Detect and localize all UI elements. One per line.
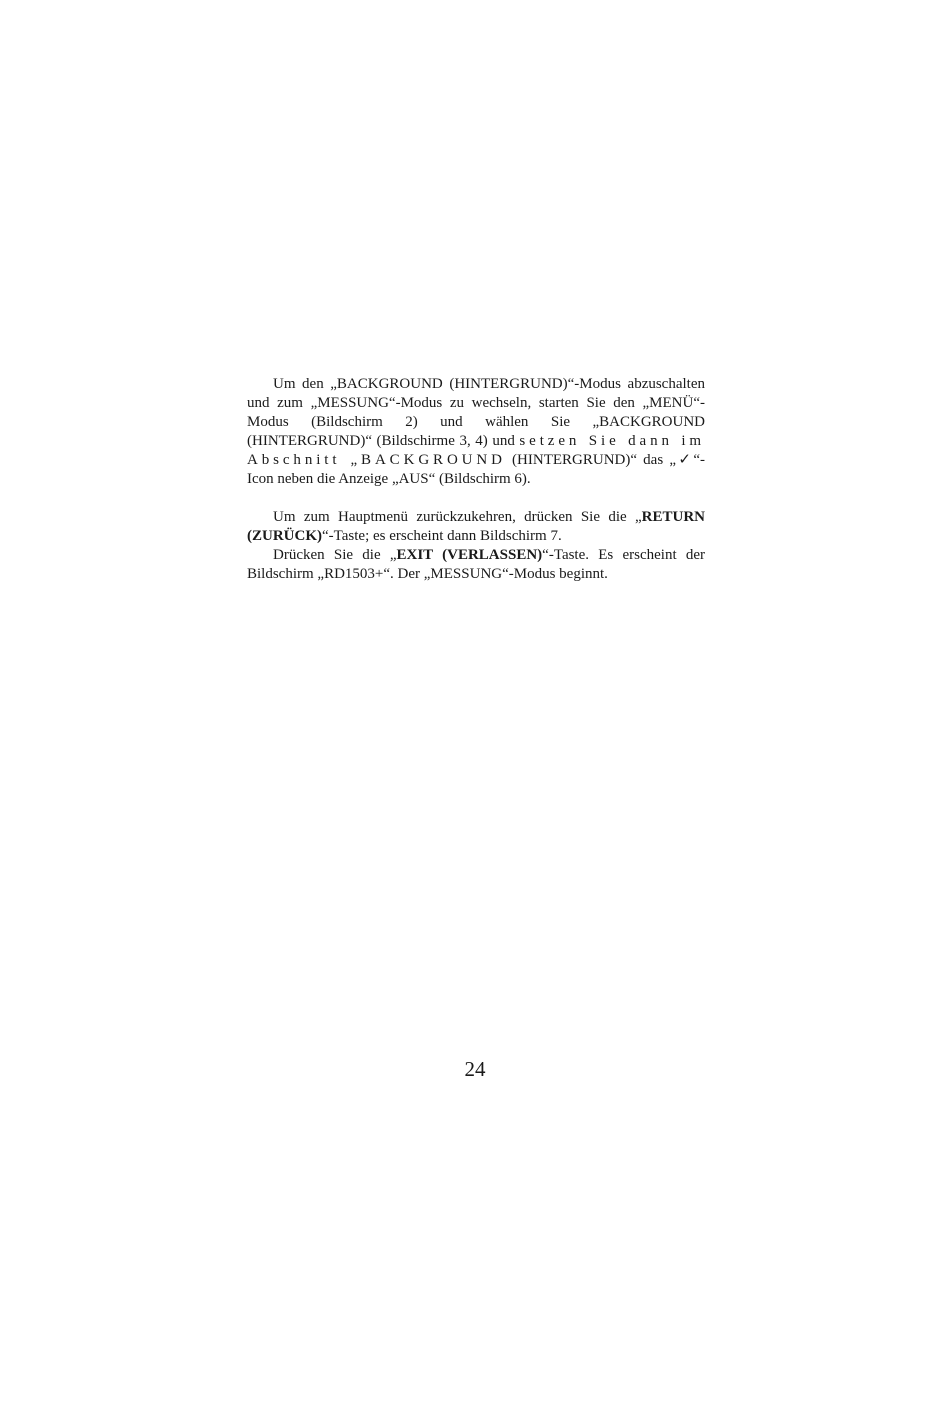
text-line: Um den „BACKGROUND (HINTERGRUND)“-Modus [273,376,621,392]
text-run: Drücken Sie die „ [273,547,397,563]
text-line: (HINTERGRUND)“ das „✓“-Icon neben die Anzeige „AUS“ [247,452,705,487]
text-line: setzen Sie dann im Abschnitt „BACKGROUND [247,433,705,468]
body-text [247,375,705,584]
paragraph-background-off [247,375,705,489]
text-line: abzuschalten und zum „MESSUNG“-Modus zu wechseln, starten [247,376,705,411]
text-line: der Bildschirm „RD1503+“. Der „MESSUNG“-Modus beginnt. [247,547,706,582]
text-run: “-Taste; es erscheint dann Bildschirm 7. [322,528,562,544]
text-line: (Bildschirm 6). [439,471,531,487]
text-line: „BACKGROUND (HINTERGRUND)“ (Bildschirme 3, 4) und [247,414,705,449]
paragraph-exit [247,546,705,584]
text-line: Sie den „MENÜ“-Modus (Bildschirm 2) und wählen Sie [247,395,705,430]
text-line: Um zum Hauptmenü zurückzukehren, drücken Sie die [273,509,627,525]
page-number: 24 [464,1057,486,1081]
exit-key-label: EXIT (VERLASSEN) [396,547,543,563]
paragraph-return [247,508,705,546]
return-key-label: RETURN (ZURÜCK) [247,509,706,544]
text-run: “-Taste. Es erscheint [542,547,677,563]
quote-mark: „ [635,509,642,525]
exit-key-reference [273,547,677,563]
